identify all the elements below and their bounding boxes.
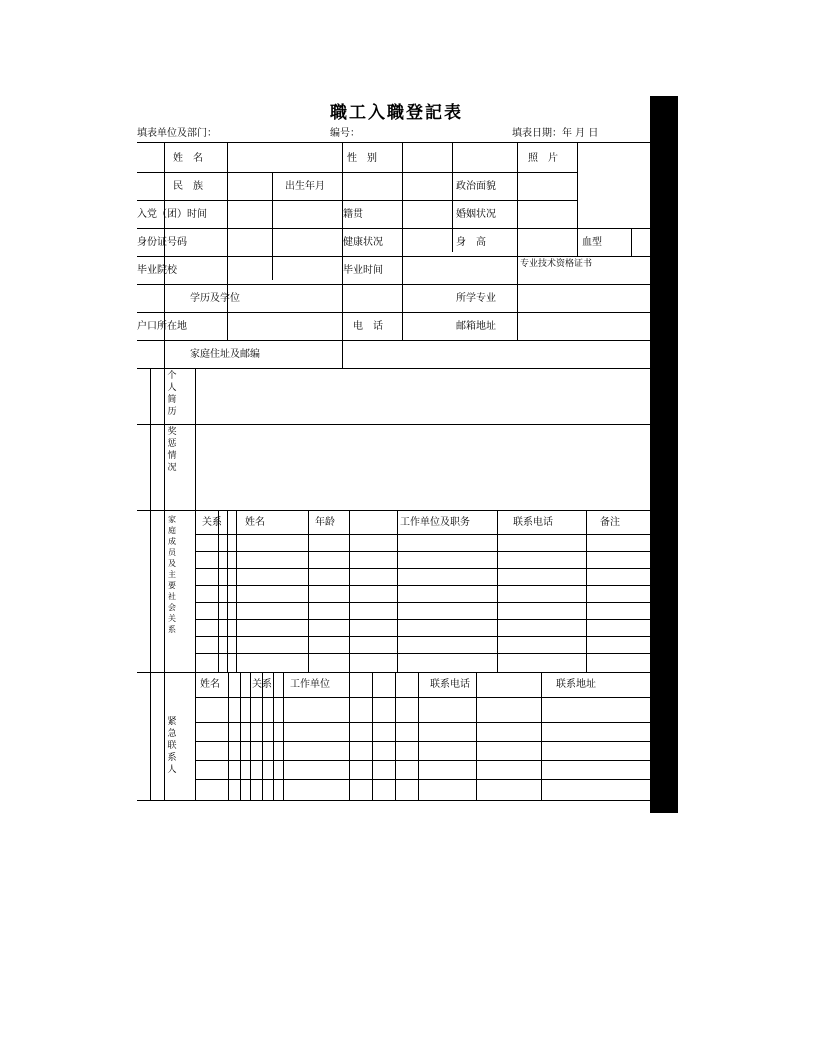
label-ethnic: 民 族 [173, 181, 203, 192]
label-marriage: 婚姻状况 [456, 209, 496, 220]
scan-edge [650, 96, 678, 813]
label-height: 身 高 [456, 237, 486, 248]
emergency-header-phone: 联系电话 [430, 679, 470, 690]
label-id: 身份证号码 [137, 237, 187, 248]
emergency-header-rel: 关系 [252, 679, 272, 690]
label-photo: 照 片 [528, 153, 558, 164]
emergency-header-address: 联系地址 [556, 679, 596, 690]
emergency-header-unit: 工作单位 [290, 679, 330, 690]
section-personal: 个人简历 [167, 371, 177, 417]
label-grad-date: 毕业时间 [343, 265, 383, 276]
label-major: 所学专业 [456, 293, 496, 304]
family-header-phone: 联系电话 [513, 517, 553, 528]
label-join-party: 入党（团）时间 [137, 209, 207, 220]
family-header-name: 姓名 [245, 517, 265, 528]
section-awards: 奖惩情况 [167, 427, 177, 473]
family-header-age: 年龄 [315, 517, 335, 528]
label-address: 家庭住址及邮编 [190, 349, 260, 360]
label-residence: 户口所在地 [137, 321, 187, 332]
header-date: 填表日期：年 月 日 [512, 128, 599, 139]
family-header-work: 工作单位及职务 [400, 517, 470, 528]
label-name: 姓 名 [173, 153, 203, 164]
label-health: 健康状况 [343, 237, 383, 248]
family-header-note: 备注 [600, 517, 620, 528]
label-origin: 籍贯 [343, 209, 363, 220]
label-cert: 专业技术资格证书 [520, 259, 593, 269]
label-blood: 血型 [582, 237, 602, 248]
header-unit: 填表单位及部门： [137, 128, 217, 139]
header-number: 编号： [330, 128, 360, 139]
emergency-header-name: 姓名 [200, 679, 220, 690]
label-birth: 出生年月 [285, 181, 325, 192]
label-phone: 电 话 [353, 321, 383, 332]
label-school: 毕业院校 [137, 265, 177, 276]
section-emergency: 紧急联系人 [167, 717, 177, 775]
form-title: 職工入職登記表 [330, 103, 463, 123]
family-header-rel: 关系 [202, 517, 222, 528]
label-gender: 性 别 [347, 153, 377, 164]
label-politics: 政治面貌 [456, 181, 496, 192]
section-family: 家庭成员及主要社会关系 [168, 515, 176, 634]
label-email: 邮箱地址 [456, 321, 496, 332]
label-education: 学历及学位 [190, 293, 240, 304]
